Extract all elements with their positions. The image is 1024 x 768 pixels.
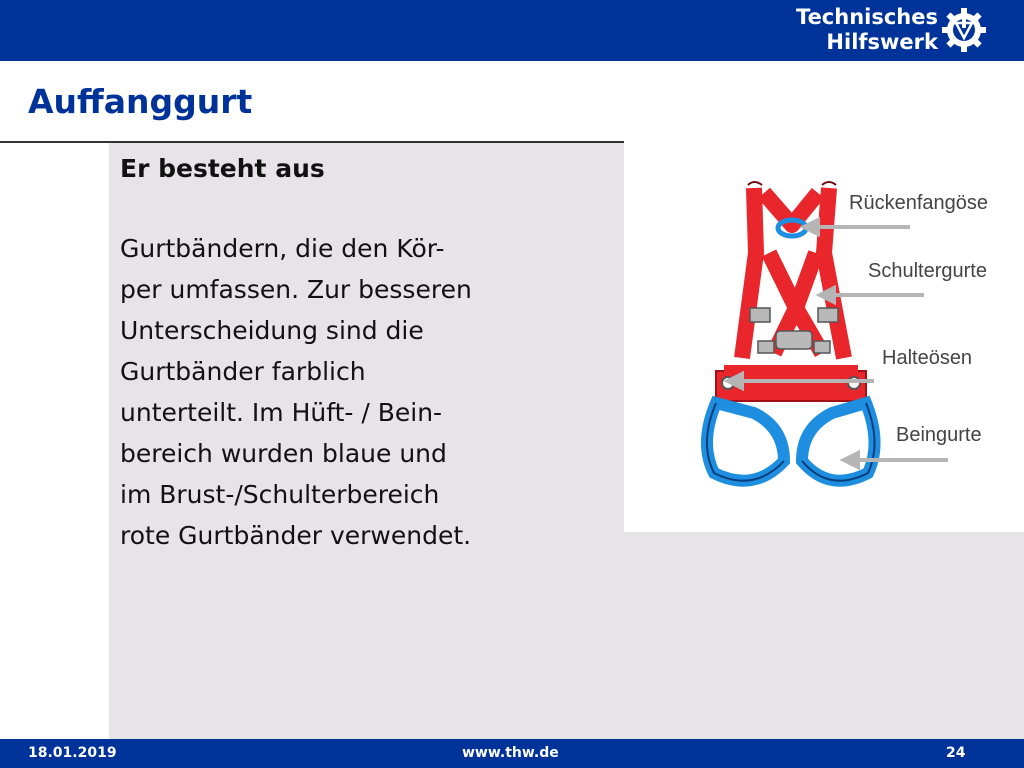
slide-title: Auffanggurt	[28, 82, 253, 121]
body-line: per umfassen. Zur besseren	[120, 275, 472, 304]
body-line: Gurtbändern, die den Kör-	[120, 234, 445, 263]
body-line: unterteilt. Im Hüft- / Bein-	[120, 398, 443, 427]
label-shoulder-straps: Schultergurte	[868, 260, 987, 282]
body-paragraph	[120, 228, 620, 556]
header-bar	[0, 0, 1024, 61]
logo-line-1: Technisches	[796, 5, 938, 29]
label-leg-straps: Beingurte	[896, 424, 982, 446]
body-line: rote Gurtbänder verwendet.	[120, 521, 472, 550]
footer-url: www.thw.de	[462, 745, 559, 761]
harness-illustration	[624, 143, 1024, 532]
body-line: Unterscheidung sind die	[120, 316, 424, 345]
thw-logo-text	[766, 5, 938, 55]
footer-date: 18.01.2019	[28, 745, 117, 761]
logo-line-2: Hilfswerk	[826, 30, 938, 54]
body-line: bereich wurden blaue und	[120, 439, 447, 468]
thw-gear-logo-icon	[940, 6, 988, 54]
body-line: Gurtbänder farblich	[120, 357, 366, 386]
footer-bar	[0, 739, 1024, 768]
label-holding-eyelets: Halteösen	[882, 347, 973, 369]
section-heading: Er besteht aus	[120, 154, 325, 183]
body-line: im Brust-/Schulterbereich	[120, 480, 440, 509]
page-number: 24	[946, 745, 966, 761]
label-back-eyelet: Rückenfangöse	[849, 192, 988, 214]
slide-text	[120, 150, 620, 556]
